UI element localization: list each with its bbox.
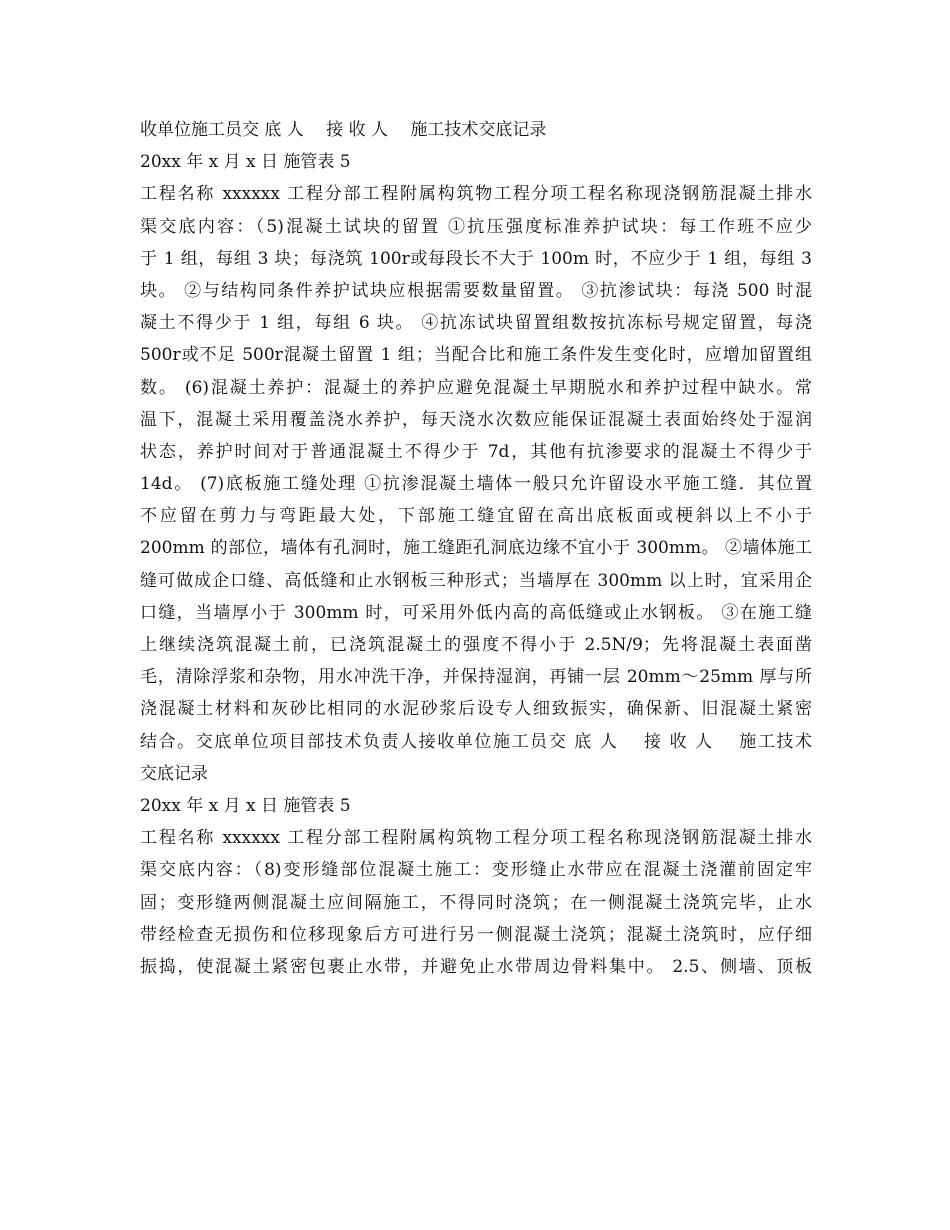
text-line: 工程名称 xxxxxx 工程分部工程附属构筑物工程分项工程名称现浇钢筋混凝土排水 — [140, 828, 812, 849]
document-body — [140, 114, 812, 983]
text-line: 凝土不得少于 1 组，每组 6 块。 ④抗冻试块留置组数按抗冻标号规定留置，每浇 — [140, 313, 812, 334]
text-line: 收单位施工员交 底 人 接 收 人 施工技术交底记录 — [140, 120, 547, 140]
text-line: 浇混凝土材料和灰砂比相同的水泥砂浆后设专人细致振实，确保新、旧混凝土紧密 — [140, 699, 812, 720]
text-line: 20xx 年 x 月 x 日 施管表 5 — [140, 152, 351, 173]
text-line: 带经检查无损伤和位移现象后方可进行另一侧混凝土浇筑；混凝土浇筑时，应仔细 — [140, 924, 812, 945]
text-line: 于 1 组，每组 3 块；每浇筑 100r或每段长不大于 100m 时，不应少于 1 组，每组 3 — [140, 248, 812, 269]
text-line: 上继续浇筑混凝土前，已浇筑混凝土的强度不得小于 2.5N/9；先将混凝土表面凿 — [140, 635, 812, 655]
text-line: 状态，养护时间对于普通混凝土不得少于 7d，其他有抗渗要求的混凝土不得少于 — [140, 441, 812, 462]
text-line: 毛，清除浮浆和杂物，用水冲洗干净，并保持湿润，再铺一层 20mm～25mm 厚与所 — [140, 667, 812, 688]
text-line: 温下，混凝土采用覆盖浇水养护，每天浇水次数应能保证混凝土表面始终处于湿润 — [140, 409, 812, 430]
text-line: 工程名称 xxxxxx 工程分部工程附属构筑物工程分项工程名称现浇钢筋混凝土排水 — [140, 184, 812, 205]
text-line: 结合。交底单位项目部技术负责人接收单位施工员交 底 人 接 收 人 施工技术 — [140, 731, 812, 752]
text-line: 口缝，当墙厚小于 300mm 时，可采用外低内高的高低缝或止水钢板。 ③在施工缝 — [140, 602, 812, 623]
text-line: 500r或不足 500r混凝土留置 1 组；当配合比和施工条件发生变化时，应增加留置组 — [140, 345, 812, 366]
text-line: 渠交底内容：（8)变形缝部位混凝土施工：变形缝止水带应在混凝土浇灌前固定牢 — [140, 860, 812, 881]
text-line: 交底记录 — [140, 763, 208, 784]
text-line: 渠交底内容：（5)混凝土试块的留置 ①抗压强度标准养护试块：每工作班不应少 — [140, 216, 812, 237]
text-line: 200mm 的部位，墙体有孔洞时，施工缝距孔洞底边缘不宜小于 300mm。 ②墙体施工 — [140, 538, 812, 559]
text-line: 14d。 (7)底板施工缝处理 ①抗渗混凝土墙体一般只允许留设水平施工缝．其位置 — [140, 474, 812, 495]
text-line: 固；变形缝两侧混凝土应间隔施工，不得同时浇筑；在一侧混凝土浇筑完毕，止水 — [140, 892, 812, 913]
text-line: 块。 ②与结构同条件养护试块应根据需要数量留置。 ③抗渗试块：每浇 500 时混 — [140, 280, 812, 301]
text-line: 不应留在剪力与弯距最大处，下部施工缝宜留在高出底板面或梗斜以上不小于 — [140, 506, 812, 527]
text-line: 缝可做成企口缝、高低缝和止水钢板三种形式；当墙厚在 300mm 以上时，宜采用企 — [140, 570, 812, 591]
text-line: 数。 (6)混凝土养护：混凝土的养护应避免混凝土早期脱水和养护过程中缺水。常 — [140, 377, 812, 398]
text-line: 振捣，使混凝土紧密包裹止水带，并避免止水带周边骨料集中。 2.5、侧墙、顶板 — [140, 956, 812, 977]
text-line: 20xx 年 x 月 x 日 施管表 5 — [140, 795, 351, 816]
